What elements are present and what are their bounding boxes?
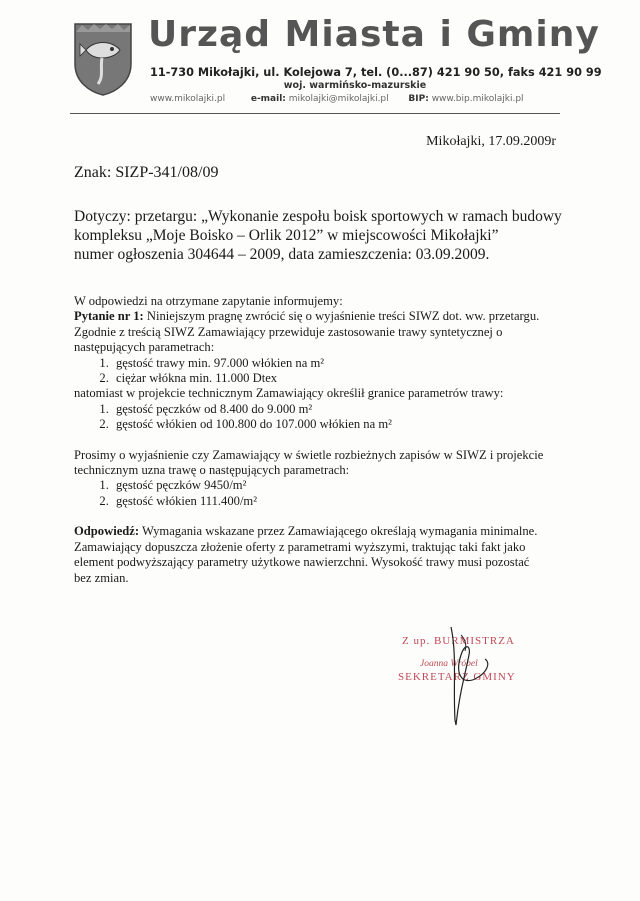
office-region: woj. warmińsko-mazurskie bbox=[283, 80, 427, 91]
handwritten-signature bbox=[395, 615, 535, 745]
list-item: 1. gęstość pęczków od 8.400 do 9.000 m² bbox=[112, 402, 570, 417]
project-list bbox=[74, 402, 570, 433]
list-item: 2. gęstość włókien od 100.800 do 107.000 włókien na m² bbox=[112, 417, 570, 432]
intro-text: W odpowiedzi na otrzymane zapytanie informujemy: bbox=[74, 294, 343, 308]
answer-text: bez zmian. bbox=[74, 570, 129, 585]
letter-subject bbox=[74, 207, 574, 264]
answer-paragraph bbox=[74, 524, 570, 539]
letter-date: Mikołajki, 17.09.2009r bbox=[426, 134, 556, 149]
request-text: technicznym uzna trawę o następujących parametrach: bbox=[74, 463, 350, 478]
subject-line: numer ogłoszenia 304644 – 2009, data zamieszczenia: 03.09.2009. bbox=[74, 246, 490, 263]
request-list bbox=[74, 478, 570, 509]
project-text: natomiast w projekcie technicznym Zamawiający określił granice parametrów trawy: bbox=[74, 386, 504, 401]
office-contacts bbox=[148, 94, 568, 104]
answer-label: Odpowiedź: bbox=[74, 524, 140, 539]
answer-text: Zamawiający dopuszcza złożenie oferty z parametrami wyższymi, traktując taki fakt jako bbox=[74, 539, 526, 554]
siwz-list bbox=[74, 356, 570, 387]
bip-link[interactable]: www.bip.mikolajki.pl bbox=[431, 94, 524, 104]
question-label: Pytanie nr 1: bbox=[74, 309, 144, 324]
list-item: 1. gęstość trawy min. 97.000 włókien na m² bbox=[112, 356, 570, 371]
question-paragraph bbox=[74, 309, 570, 324]
subject-line: Dotyczy: przetargu: „Wykonanie zespołu boisk sportowych w ramach budowy bbox=[74, 208, 562, 225]
siwz-text: Zgodnie z treścią SIWZ Zamawiający przewiduje zastosowanie trawy syntetycznej o bbox=[74, 324, 503, 339]
stamp-line: Joanna Wróbel bbox=[420, 659, 478, 669]
crest-fish-icon bbox=[72, 20, 134, 96]
answer-text: element podwyższający parametry użytkowe nawierzchni. Wysokość trawy musi pozostać bbox=[74, 555, 530, 570]
email-label: e-mail: bbox=[250, 94, 286, 104]
answer-text: Wymagania wskazane przez Zamawiającego określają wymagania minimalne. bbox=[139, 524, 538, 539]
list-item: 2. ciężar włókna min. 11.000 Dtex bbox=[112, 371, 570, 386]
request-text: Prosimy o wyjaśnienie czy Zamawiający w świetle rozbieżnych zapisów w SIWZ i projekcie bbox=[74, 447, 544, 462]
question-text: Niniejszym pragnę zwrócić się o wyjaśnienie treści SIWZ dot. ww. przetargu. bbox=[143, 309, 540, 324]
stamp-line: Z up. BURMISTRZA bbox=[402, 635, 515, 647]
office-name: Urząd Miasta i Gminy bbox=[148, 14, 600, 55]
email-link[interactable]: mikolajki@mikolajki.pl bbox=[288, 94, 389, 104]
bip-label: BIP: bbox=[408, 94, 429, 104]
siwz-text: następujących parametrach: bbox=[74, 340, 215, 355]
letter-body bbox=[74, 294, 570, 586]
letterhead-divider bbox=[70, 113, 560, 114]
reference-number: Znak: SIZP-341/08/09 bbox=[74, 164, 219, 181]
list-item: 1. gęstość pęczków 9450/m² bbox=[112, 478, 570, 493]
subject-line: kompleksu „Moje Boisko – Orlik 2012” w miejscowości Mikołajki” bbox=[74, 227, 499, 244]
website-link[interactable]: www.mikolajki.pl bbox=[150, 94, 226, 104]
stamp-line: SEKRETARZ GMINY bbox=[398, 671, 516, 683]
office-address: 11-730 Mikołajki, ul. Kolejowa 7, tel. (0...87) 421 90 50, faks 421 90 99 bbox=[150, 66, 602, 79]
list-item: 2. gęstość włókien 111.400/m² bbox=[112, 494, 570, 509]
